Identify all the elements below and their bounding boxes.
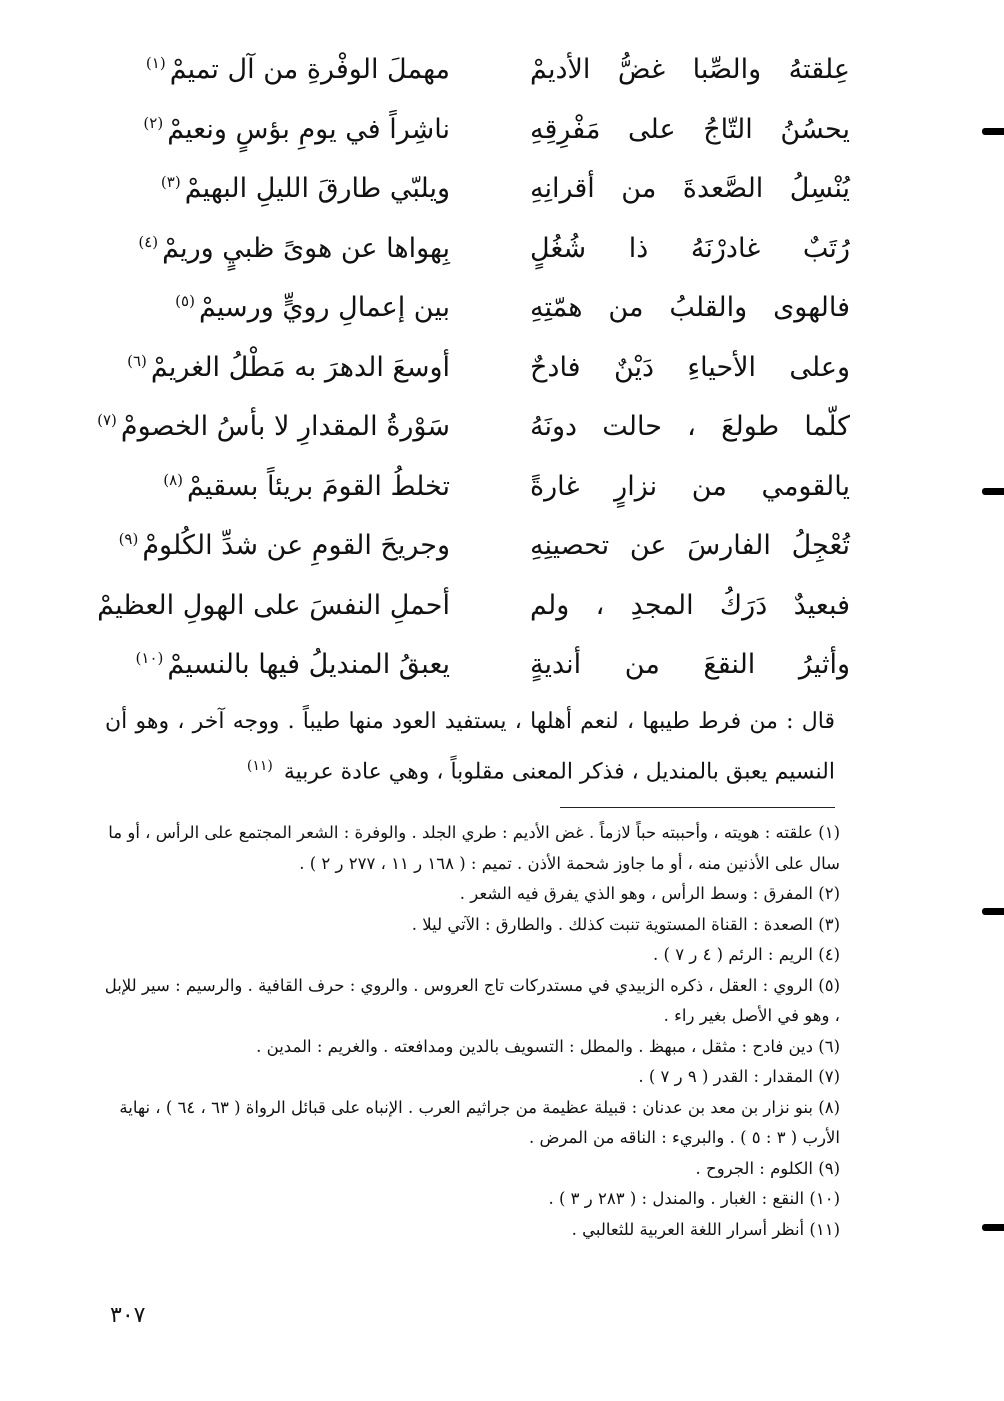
verse-row — [110, 278, 850, 338]
verse-row — [110, 338, 850, 398]
footnote-marker: (٥) — [175, 292, 195, 311]
verse-first-hemistich: تُعْجِلُ الفارسَ عن تحصينِهِ — [530, 530, 850, 562]
footnote: (٦) دين فادح : مثقل ، مبهظ . والمطل : التسويف بالدين ومدافعته . والغريم : المدين . — [256, 1036, 840, 1056]
verse-second-text: مهملَ الوفْرةِ من آل تميمْ — [169, 54, 450, 86]
footnote: (٢) المفرق : وسط الرأس ، وهو الذي يفرق فيه الشعر . — [459, 884, 840, 903]
verse-second-hemistich — [97, 411, 450, 443]
verse-second-hemistich — [110, 173, 450, 204]
footnote: (٣) الصعدة : القناة المستوية تنبت كذلك . والطارق : الآتي ليلا . — [411, 914, 840, 934]
poem-verses — [97, 40, 850, 695]
footnote-marker: (٩) — [118, 530, 139, 549]
verse-second-text: تخلطُ القومَ بريئاً بسقيمْ — [187, 470, 450, 502]
footnotes — [95, 818, 840, 1245]
verse-row — [110, 40, 850, 100]
verse-row — [110, 516, 850, 576]
verse-row — [110, 635, 850, 695]
verse-second-text: بِهواها عن هوىً ظبيٍ وريمْ — [162, 232, 450, 264]
verse-first-hemistich: فالهوى والقلبُ من همّتِهِ — [530, 292, 850, 324]
verse-first-hemistich: كلّما طولعَ ، حالت دونَهُ — [530, 411, 850, 443]
verse-first-hemistich: وعلى الأحياءِ دَيْنٌ فادحٌ — [530, 351, 850, 383]
verse-first-hemistich: يُنْسِلُ الصَّعدةَ من أقرانِهِ — [530, 173, 850, 205]
verse-second-text: سَوْرةُ المقدارِ لا بأسُ الخصومْ — [120, 411, 450, 443]
footnote: (١٠) النقع : الغبار . والمندل : ( ٢٨٣ ر ٣ ) . — [548, 1189, 840, 1208]
footnote: (١١) أنظر أسرار اللغة العربية للثعالبي . — [571, 1219, 840, 1239]
verse-second-text: بين إعمالِ رويٍّ ورسيمْ — [198, 292, 450, 324]
verse-second-text: أحملِ النفسَ على الهولِ العظيمْ — [97, 589, 450, 621]
verse-first-hemistich: يالقومي من نزارٍ غارةً — [530, 470, 850, 502]
page-number: ٣٠٧ — [110, 1303, 146, 1328]
verse-row — [97, 576, 850, 636]
verse-second-text: يعبقُ المنديلُ فيها بالنسيمْ — [167, 649, 450, 681]
verse-first-hemistich: رُتَبٌ غادرْنَهُ ذا شُغُلٍ — [530, 232, 850, 264]
verse-second-text: أوسعَ الدهرَ به مَطْلُ الغريمْ — [150, 351, 450, 383]
footnote: (٤) الريم : الرئم ( ٤ ر ٧ ) . — [653, 945, 840, 964]
scan-edge-mark — [982, 128, 1004, 135]
verse-first-hemistich: عِلقتهُ والصِّبا غضُّ الأديمْ — [530, 54, 850, 86]
verse-row — [110, 457, 850, 517]
verse-second-hemistich — [110, 649, 450, 680]
footnote-divider — [560, 807, 835, 808]
footnote-marker: (٤) — [138, 232, 159, 251]
verse-second-hemistich — [110, 471, 450, 502]
footnote: (٥) الروي : العقل ، ذكره الزبيدي في مستدركات تاج العروس . والروي : حرف القافية . والرسيم : سير للإبل ، وهو في الأصل بغير راء . — [104, 975, 840, 1025]
footnote-marker: (٦) — [127, 351, 147, 370]
footnote-marker: (٨) — [163, 470, 183, 489]
footnote: (١) علقته : هويته ، وأحببته حباً لازماً . غض الأديم : طري الجلد . والوفرة : الشعر المجتمع على الرأس ، أو ما سال على الأذنين منه ، أو ما جاوز شحمة الأذن . تميم : ( ١٦٨ ر ١١ ، ٢٧٧ ر ٢ ) . — [108, 823, 840, 873]
verse-second-text: ناشِراً في يومِ بؤسٍ ونعيمْ — [167, 113, 450, 145]
footnote: (٨) بنو نزار بن معد بن عدنان : قبيلة عظيمة من جراثيم العرب . الإنباه على قبائل الرواة ( ٦٣ ، ٦٤ ) ، نهاية الأرب ( ٣ : ٥ ) . والبريء : الناقه من المرض . — [119, 1097, 840, 1147]
verse-row — [110, 100, 850, 160]
verse-second-hemistich — [110, 114, 450, 145]
verse-row — [110, 159, 850, 219]
verse-first-hemistich: وأثيرُ النقعَ من أنديةٍ — [530, 649, 850, 681]
footnote-marker: (١١) — [246, 758, 273, 774]
verse-second-text: ويلبّي طارقَ الليلِ البهيمْ — [184, 173, 450, 205]
verse-second-hemistich — [110, 54, 450, 85]
scan-edge-mark — [982, 488, 1004, 495]
verse-first-hemistich: يحسُنُ التّاجُ على مَفْرِقِهِ — [530, 113, 850, 145]
verse-second-text: وجريحَ القومِ عن شدِّ الكُلومْ — [142, 530, 450, 562]
footnote-marker: (٢) — [143, 113, 164, 132]
verse-second-hemistich — [97, 589, 450, 621]
footnote-marker: (٧) — [97, 411, 117, 430]
scan-edge-mark — [982, 908, 1004, 915]
footnote-marker: (٣) — [160, 173, 181, 192]
verse-row — [110, 219, 850, 279]
commentary-text: قال : من فرط طيبها ، لنعم أهلها ، يستفيد العود منها طيباً . ووجه آخر ، وهو أن النسيم يعبق بالمنديل ، فذكر المعنى مقلوباً ، وهي عادة عربية — [105, 709, 835, 785]
footnote: (٩) الكلوم : الجروح . — [695, 1158, 840, 1178]
footnote-marker: (١) — [145, 54, 166, 73]
verse-second-hemistich — [110, 292, 450, 323]
commentary-paragraph — [105, 700, 835, 794]
footnote-marker: (١٠) — [135, 649, 164, 668]
verse-row — [97, 397, 850, 457]
verse-second-hemistich — [110, 530, 450, 561]
verse-first-hemistich: فبعيدٌ دَرَكُ المجدِ ، ولم — [530, 589, 850, 621]
verse-second-hemistich — [110, 233, 450, 264]
footnote: (٧) المقدار : القدر ( ٩ ر ٧ ) . — [638, 1067, 840, 1086]
scan-edge-mark — [982, 1224, 1004, 1231]
verse-second-hemistich — [110, 352, 450, 383]
